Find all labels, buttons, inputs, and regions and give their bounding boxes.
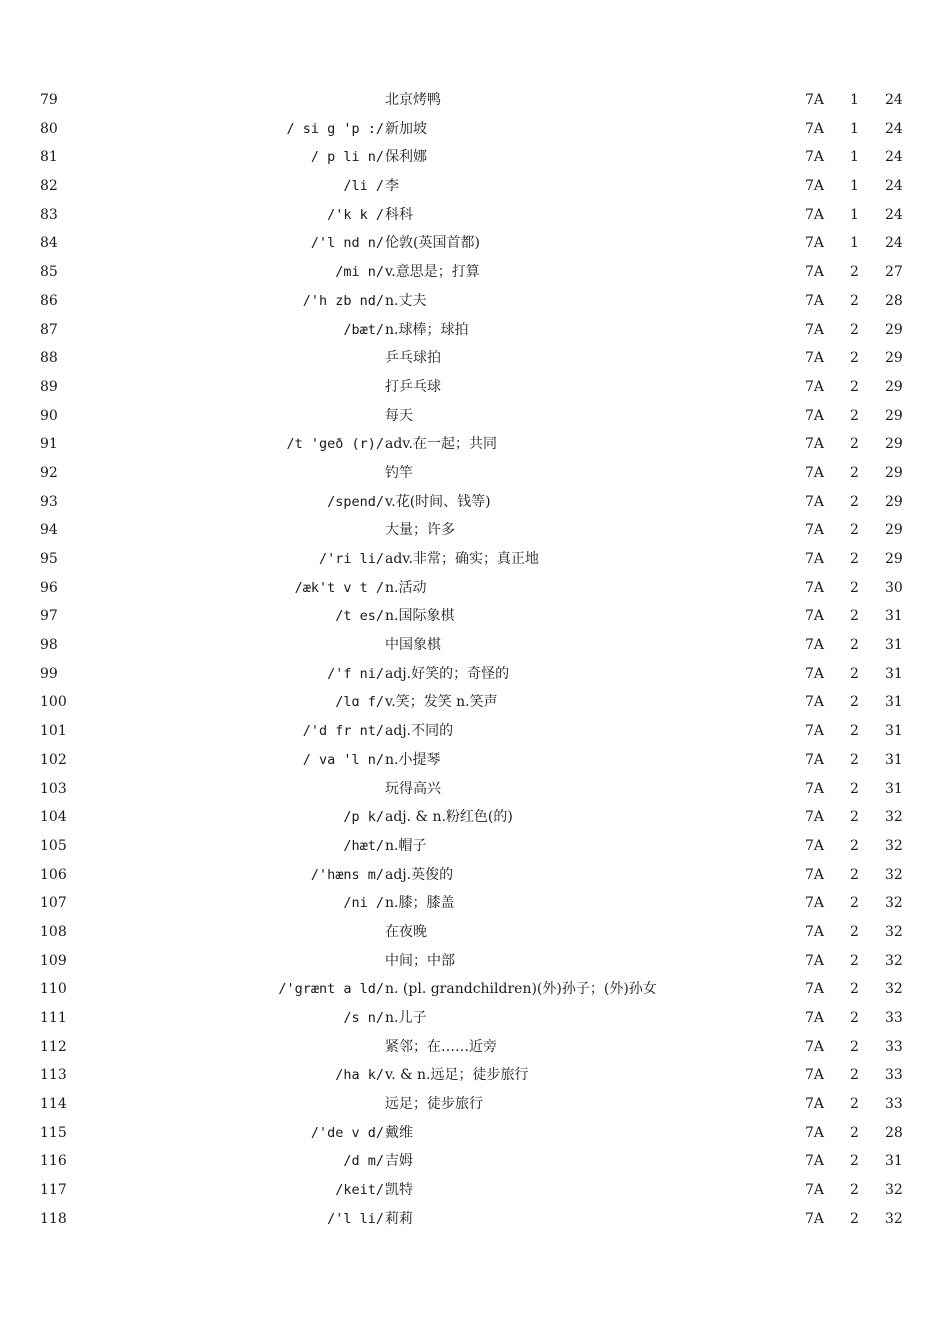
phonetic-transcription: /t es/	[335, 608, 384, 625]
table-row	[0, 287, 950, 316]
book-label: 7A	[805, 579, 825, 596]
row-number: 84	[40, 235, 58, 252]
table-row	[0, 516, 950, 545]
table-row	[0, 918, 950, 947]
page-number: 30	[885, 579, 903, 596]
row-number: 100	[40, 694, 67, 711]
chinese-meaning: 凯特	[385, 1182, 413, 1199]
table-row	[0, 631, 950, 660]
unit-number: 2	[850, 1153, 859, 1170]
page-number: 24	[885, 235, 903, 252]
page-number: 33	[885, 1038, 903, 1055]
unit-number: 2	[850, 923, 859, 940]
table-row	[0, 344, 950, 373]
row-number: 102	[40, 751, 67, 768]
unit-number: 1	[850, 92, 859, 108]
book-label: 7A	[805, 1210, 825, 1227]
page-number: 24	[885, 149, 903, 166]
table-row	[0, 430, 950, 459]
phonetic-transcription: /p k/	[343, 809, 384, 826]
page-number: 31	[885, 1153, 903, 1170]
row-number: 93	[40, 493, 58, 510]
row-number: 116	[40, 1153, 67, 1170]
book-label: 7A	[805, 665, 825, 682]
page-number: 24	[885, 206, 903, 223]
page-number: 31	[885, 694, 903, 711]
book-label: 7A	[805, 407, 825, 424]
table-row	[0, 660, 950, 689]
unit-number: 2	[850, 407, 859, 424]
phonetic-transcription: /spend/	[327, 493, 384, 510]
chinese-meaning: 戴维	[385, 1124, 413, 1141]
chinese-meaning: v.笑；发笑 n.笑声	[385, 694, 498, 711]
phonetic-transcription: /'f ni/	[327, 665, 384, 682]
chinese-meaning: 打乒乓球	[385, 378, 441, 395]
row-number: 118	[40, 1210, 67, 1227]
phonetic-transcription: /ni /	[343, 895, 384, 912]
unit-number: 2	[850, 981, 859, 998]
phonetic-transcription: /'ri li/	[318, 551, 384, 567]
chinese-meaning: n.球棒；球拍	[385, 321, 469, 338]
table-row	[0, 402, 950, 431]
phonetic-transcription: /'l nd n/	[310, 235, 384, 252]
page-number: 32	[885, 923, 903, 940]
unit-number: 2	[850, 952, 859, 969]
chinese-meaning: n.膝；膝盖	[385, 895, 455, 912]
phonetic-transcription: /lɑ f/	[335, 694, 384, 711]
phonetic-transcription: /'de v d/	[310, 1124, 384, 1141]
book-label: 7A	[805, 1124, 825, 1141]
page-number: 32	[885, 866, 903, 883]
row-number: 92	[40, 464, 58, 481]
book-label: 7A	[805, 120, 825, 137]
chinese-meaning: v.花(时间、钱等)	[385, 493, 491, 510]
book-label: 7A	[805, 751, 825, 768]
page-number: 32	[885, 1182, 903, 1199]
row-number: 109	[40, 952, 67, 969]
table-row	[0, 143, 950, 172]
row-number: 85	[40, 264, 58, 281]
chinese-meaning: 每天	[385, 407, 413, 424]
page-number: 31	[885, 665, 903, 682]
book-label: 7A	[805, 436, 825, 453]
book-label: 7A	[805, 1096, 825, 1113]
page-number: 31	[885, 780, 903, 797]
page-number: 31	[885, 751, 903, 768]
row-number: 104	[40, 809, 67, 826]
book-label: 7A	[805, 206, 825, 223]
phonetic-transcription: /t 'geð (r)/	[286, 436, 384, 453]
row-number: 87	[40, 321, 58, 338]
phonetic-transcription: /'l li/	[327, 1210, 384, 1227]
book-label: 7A	[805, 780, 825, 797]
chinese-meaning: n.活动	[385, 579, 427, 596]
book-label: 7A	[805, 608, 825, 625]
book-label: 7A	[805, 1067, 825, 1084]
unit-number: 2	[850, 751, 859, 768]
unit-number: 2	[850, 809, 859, 826]
phonetic-transcription: /'hæns m/	[310, 866, 384, 883]
unit-number: 2	[850, 1067, 859, 1084]
unit-number: 2	[850, 551, 859, 567]
book-label: 7A	[805, 637, 825, 654]
table-row	[0, 688, 950, 717]
unit-number: 2	[850, 1182, 859, 1199]
chinese-meaning: 莉莉	[385, 1210, 413, 1227]
chinese-meaning: n.丈夫	[385, 292, 427, 309]
chinese-meaning: 中间；中部	[385, 952, 455, 969]
table-row	[0, 746, 950, 775]
table-row	[0, 1090, 950, 1119]
row-number: 112	[40, 1038, 67, 1055]
table-row	[0, 717, 950, 746]
page-number: 24	[885, 92, 903, 108]
page-number: 31	[885, 723, 903, 740]
page-number: 29	[885, 407, 903, 424]
table-row	[0, 115, 950, 144]
chinese-meaning: 吉姆	[385, 1153, 413, 1170]
unit-number: 1	[850, 206, 859, 223]
phonetic-transcription: / va 'l n/	[302, 751, 384, 768]
chinese-meaning: n. (pl. grandchildren)(外)孙子；(外)孙女	[385, 981, 657, 998]
chinese-meaning: v. & n.远足；徒步旅行	[385, 1067, 529, 1084]
phonetic-transcription: /æk't v t /	[294, 579, 384, 596]
unit-number: 2	[850, 321, 859, 338]
page-number: 31	[885, 608, 903, 625]
phonetic-transcription: /keit/	[335, 1182, 384, 1199]
book-label: 7A	[805, 292, 825, 309]
unit-number: 2	[850, 350, 859, 367]
unit-number: 1	[850, 149, 859, 166]
chinese-meaning: n.儿子	[385, 1010, 427, 1026]
book-label: 7A	[805, 895, 825, 912]
phonetic-transcription: /'grænt a ld/	[278, 981, 384, 998]
unit-number: 2	[850, 1124, 859, 1141]
book-label: 7A	[805, 723, 825, 740]
page-number: 32	[885, 895, 903, 912]
chinese-meaning: 在夜晚	[385, 923, 427, 940]
chinese-meaning: 新加坡	[385, 120, 427, 137]
phonetic-transcription: /bæt/	[343, 321, 384, 338]
book-label: 7A	[805, 235, 825, 252]
unit-number: 2	[850, 1038, 859, 1055]
row-number: 97	[40, 608, 58, 625]
table-row	[0, 373, 950, 402]
unit-number: 2	[850, 1010, 859, 1026]
book-label: 7A	[805, 837, 825, 854]
chinese-meaning: 李	[385, 178, 399, 195]
unit-number: 1	[850, 235, 859, 252]
chinese-meaning: n.国际象棋	[385, 608, 455, 625]
unit-number: 2	[850, 378, 859, 395]
page-number: 32	[885, 952, 903, 969]
page-number: 33	[885, 1096, 903, 1113]
unit-number: 2	[850, 292, 859, 309]
unit-number: 2	[850, 1096, 859, 1113]
unit-number: 2	[850, 264, 859, 281]
book-label: 7A	[805, 694, 825, 711]
unit-number: 2	[850, 436, 859, 453]
row-number: 82	[40, 178, 58, 195]
phonetic-transcription: /mi n/	[335, 264, 384, 281]
unit-number: 1	[850, 120, 859, 137]
chinese-meaning: 紧邻；在……近旁	[385, 1038, 497, 1055]
unit-number: 2	[850, 637, 859, 654]
unit-number: 2	[850, 866, 859, 883]
chinese-meaning: n.小提琴	[385, 751, 441, 768]
row-number: 101	[40, 723, 67, 740]
book-label: 7A	[805, 464, 825, 481]
unit-number: 2	[850, 837, 859, 854]
table-row	[0, 775, 950, 804]
row-number: 95	[40, 551, 58, 567]
unit-number: 2	[850, 1210, 859, 1227]
table-row	[0, 803, 950, 832]
row-number: 88	[40, 350, 58, 367]
row-number: 117	[40, 1182, 67, 1199]
table-row	[0, 947, 950, 976]
chinese-meaning: adj.好笑的；奇怪的	[385, 665, 510, 682]
page-number: 28	[885, 292, 903, 309]
row-number: 107	[40, 895, 67, 912]
chinese-meaning: 伦敦(英国首都)	[385, 235, 480, 252]
phonetic-transcription: /'h zb nd/	[302, 292, 384, 309]
row-number: 79	[40, 92, 58, 108]
unit-number: 2	[850, 522, 859, 539]
row-number: 91	[40, 436, 58, 453]
row-number: 98	[40, 637, 58, 654]
unit-number: 2	[850, 464, 859, 481]
book-label: 7A	[805, 149, 825, 166]
chinese-meaning: 钓竿	[385, 464, 413, 481]
page-number: 29	[885, 321, 903, 338]
page-number: 27	[885, 264, 903, 281]
phonetic-transcription: /'d fr nt/	[302, 723, 384, 740]
page-number: 32	[885, 837, 903, 854]
table-row	[0, 545, 950, 574]
page-number: 29	[885, 350, 903, 367]
page-number: 32	[885, 1210, 903, 1227]
book-label: 7A	[805, 1010, 825, 1026]
chinese-meaning: 北京烤鸭	[385, 92, 441, 108]
unit-number: 1	[850, 178, 859, 195]
row-number: 105	[40, 837, 67, 854]
book-label: 7A	[805, 378, 825, 395]
row-number: 115	[40, 1124, 67, 1141]
chinese-meaning: 大量；许多	[385, 522, 455, 539]
book-label: 7A	[805, 92, 825, 108]
table-row	[0, 832, 950, 861]
table-row	[0, 172, 950, 201]
chinese-meaning: adj. & n.粉红色(的)	[385, 809, 513, 826]
row-number: 110	[40, 981, 67, 998]
unit-number: 2	[850, 608, 859, 625]
row-number: 103	[40, 780, 67, 797]
chinese-meaning: adv.非常；确实；真正地	[385, 551, 540, 567]
unit-number: 2	[850, 493, 859, 510]
book-label: 7A	[805, 178, 825, 195]
book-label: 7A	[805, 264, 825, 281]
page-number: 33	[885, 1010, 903, 1026]
table-row	[0, 488, 950, 517]
row-number: 99	[40, 665, 58, 682]
row-number: 106	[40, 866, 67, 883]
book-label: 7A	[805, 923, 825, 940]
table-row	[0, 1033, 950, 1062]
phonetic-transcription: /hæt/	[343, 837, 384, 854]
page-number: 33	[885, 1067, 903, 1084]
table-row	[0, 1176, 950, 1205]
book-label: 7A	[805, 952, 825, 969]
page-number: 31	[885, 637, 903, 654]
unit-number: 2	[850, 665, 859, 682]
book-label: 7A	[805, 1038, 825, 1055]
page-number: 29	[885, 493, 903, 510]
table-row	[0, 975, 950, 1004]
row-number: 111	[40, 1010, 67, 1026]
table-row	[0, 1004, 950, 1033]
table-row	[0, 229, 950, 258]
table-row	[0, 1061, 950, 1090]
page-number: 32	[885, 809, 903, 826]
phonetic-transcription: /d m/	[343, 1153, 384, 1170]
chinese-meaning: 远足；徒步旅行	[385, 1096, 483, 1113]
phonetic-transcription: /'k k /	[327, 206, 384, 223]
book-label: 7A	[805, 981, 825, 998]
row-number: 89	[40, 378, 58, 395]
chinese-meaning: 玩得高兴	[385, 780, 441, 797]
table-row	[0, 1205, 950, 1234]
table-row	[0, 889, 950, 918]
table-row	[0, 459, 950, 488]
table-row	[0, 201, 950, 230]
page-number: 24	[885, 178, 903, 195]
page-number: 28	[885, 1124, 903, 1141]
phonetic-transcription: / p li n/	[310, 149, 384, 166]
unit-number: 2	[850, 694, 859, 711]
row-number: 90	[40, 407, 58, 424]
page-number: 29	[885, 522, 903, 539]
book-label: 7A	[805, 866, 825, 883]
row-number: 81	[40, 149, 58, 166]
chinese-meaning: v.意思是；打算	[385, 264, 480, 281]
row-number: 108	[40, 923, 67, 940]
book-label: 7A	[805, 1182, 825, 1199]
row-number: 83	[40, 206, 58, 223]
phonetic-transcription: / si g 'p :/	[286, 120, 384, 137]
book-label: 7A	[805, 350, 825, 367]
unit-number: 2	[850, 723, 859, 740]
row-number: 96	[40, 579, 58, 596]
chinese-meaning: adj.不同的	[385, 723, 454, 740]
book-label: 7A	[805, 551, 825, 567]
page-number: 29	[885, 464, 903, 481]
page-number: 24	[885, 120, 903, 137]
chinese-meaning: 科科	[385, 206, 413, 223]
page-number: 32	[885, 981, 903, 998]
page-number: 29	[885, 378, 903, 395]
unit-number: 2	[850, 895, 859, 912]
page-number: 29	[885, 436, 903, 453]
phonetic-transcription: /li /	[343, 178, 384, 195]
chinese-meaning: 乒乓球拍	[385, 350, 441, 367]
row-number: 113	[40, 1067, 67, 1084]
unit-number: 2	[850, 780, 859, 797]
phonetic-transcription: /ha k/	[335, 1067, 384, 1084]
book-label: 7A	[805, 522, 825, 539]
row-number: 94	[40, 522, 58, 539]
table-row	[0, 258, 950, 287]
table-row	[0, 1147, 950, 1176]
chinese-meaning: 中国象棋	[385, 637, 441, 654]
table-row	[0, 861, 950, 890]
table-row	[0, 86, 950, 115]
table-row	[0, 316, 950, 345]
unit-number: 2	[850, 579, 859, 596]
table-row	[0, 1119, 950, 1148]
chinese-meaning: adj.英俊的	[385, 866, 454, 883]
phonetic-transcription: /s n/	[343, 1010, 384, 1026]
chinese-meaning: adv.在一起；共同	[385, 436, 498, 453]
table-row	[0, 574, 950, 603]
book-label: 7A	[805, 321, 825, 338]
vocabulary-table	[0, 86, 950, 1234]
page-number: 29	[885, 551, 903, 567]
chinese-meaning: n.帽子	[385, 837, 427, 854]
book-label: 7A	[805, 493, 825, 510]
chinese-meaning: 保利娜	[385, 149, 427, 166]
book-label: 7A	[805, 1153, 825, 1170]
table-row	[0, 602, 950, 631]
row-number: 114	[40, 1096, 67, 1113]
row-number: 86	[40, 292, 58, 309]
book-label: 7A	[805, 809, 825, 826]
row-number: 80	[40, 120, 58, 137]
